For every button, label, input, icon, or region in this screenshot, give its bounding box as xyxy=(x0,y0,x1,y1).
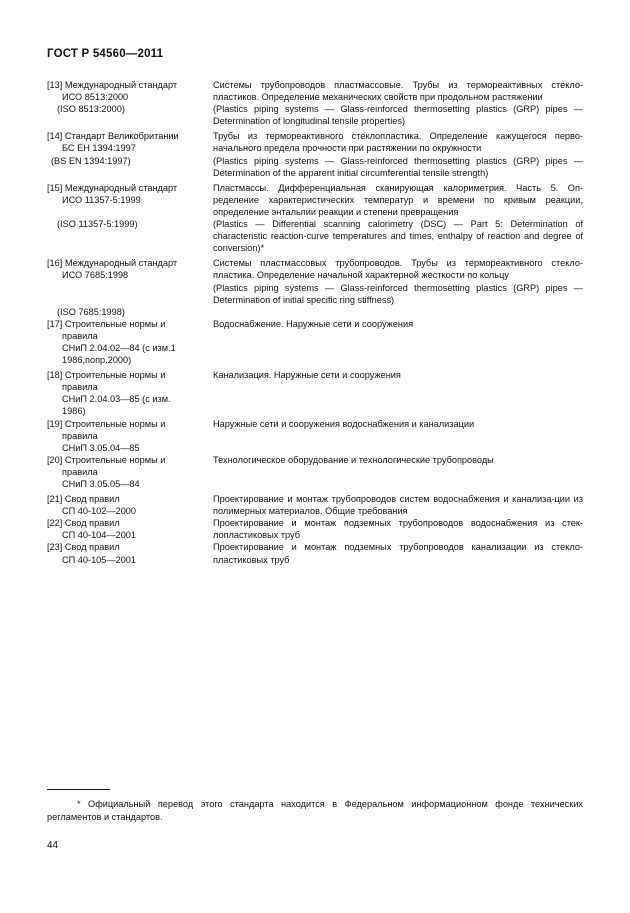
reference-code: БС ЕН 1394:1997 xyxy=(62,143,136,154)
reference-designation xyxy=(47,369,213,417)
reference-title-ru: Канализация. Наружные сети и сооружения xyxy=(213,370,401,381)
reference-title-ru: Проектирование и монтаж подземных трубопроводов канализации из стекло-пластиковых труб xyxy=(213,542,583,565)
reference-source-cont: правила xyxy=(62,382,98,393)
reference-designation xyxy=(47,541,213,565)
reference-item xyxy=(47,130,583,178)
reference-source: [16] Международный стандарт xyxy=(47,258,178,269)
reference-source: [17] Строительные нормы и xyxy=(47,318,166,329)
reference-title-en: (Plastics piping systems — Glass-reinforced thermosetting plastics (GRP) pipes — Determination of the apparent initial circumferential tensile strength) xyxy=(213,155,583,178)
reference-code-en: (ISO 11357-5:1999) xyxy=(57,219,138,230)
reference-source: [21] Свод правил xyxy=(47,494,120,505)
reference-title xyxy=(213,454,583,490)
reference-title-ru: Трубы из термореактивного стеклопластика. Определение кажущегося перво-начального предела прочности при растяжении по окружности xyxy=(213,131,583,154)
reference-title-en: (Plastics piping systems — Glass-reinforced thermosetting plastics (GRP) pipes — Determination of longitudinal tensile properties) xyxy=(213,104,583,127)
reference-source-cont: правила xyxy=(62,466,98,477)
reference-title-ru: Проектирование и монтаж подземных трубопроводов водоснабжения из стек-лопластиковых труб xyxy=(213,518,583,541)
reference-title-ru: Пластмассы. Дифференциальная сканирующая калориметрия. Часть 5. Оп-ределение характеристических температур и времени по кривым реакции, определение энтальпии реакции и степени превращения xyxy=(213,182,583,217)
document-header: ГОСТ Р 54560—2011 xyxy=(47,48,164,60)
reference-title-ru: Проектирование и монтаж трубопроводов систем водоснабжения и канализа-ции из полимерных материалов. Общие требования xyxy=(213,494,583,517)
page-number: 44 xyxy=(47,840,59,851)
reference-item xyxy=(47,493,583,517)
reference-item xyxy=(47,182,583,255)
reference-item xyxy=(47,541,583,565)
reference-item xyxy=(47,318,583,366)
reference-code: СП 40-102—2000 xyxy=(62,506,137,517)
reference-title xyxy=(213,130,583,178)
reference-title xyxy=(213,517,583,541)
reference-designation xyxy=(47,418,213,454)
reference-source-cont: правила xyxy=(62,330,98,341)
reference-source: [18] Строительные нормы и xyxy=(47,370,166,381)
reference-source: [22] Свод правил xyxy=(47,518,120,529)
reference-code-note: 1986,попр.2000) xyxy=(62,355,132,366)
reference-item xyxy=(47,369,583,417)
reference-code: СНиП 3.05.04—85 xyxy=(62,442,140,453)
reference-source: [20] Строительные нормы и xyxy=(47,454,166,465)
reference-item xyxy=(47,79,583,127)
reference-title-ru: Технологическое оборудование и технологические трубопроводы xyxy=(213,454,494,465)
reference-item xyxy=(47,454,583,490)
reference-code: ИСО 8513:2000 xyxy=(62,92,129,103)
reference-title xyxy=(213,418,583,454)
reference-code: СНиП 2.04.03—85 (с изм. xyxy=(62,394,171,405)
reference-designation xyxy=(47,182,213,255)
reference-title xyxy=(213,493,583,517)
reference-designation xyxy=(47,257,213,317)
reference-title xyxy=(213,257,583,317)
reference-title xyxy=(213,182,583,255)
reference-source: [23] Свод правил xyxy=(47,542,120,553)
reference-title-ru: Водоснабжение. Наружные сети и сооружения xyxy=(213,318,414,329)
reference-code: ИСО 7685:1998 xyxy=(62,270,129,281)
reference-item xyxy=(47,418,583,454)
footnote-divider xyxy=(47,789,110,790)
reference-designation xyxy=(47,130,213,178)
reference-title-ru: Наружные сети и сооружения водоснабжения и канализации xyxy=(213,418,475,429)
reference-title-en: (Plastics piping systems — Glass-reinforced thermosetting plastics (GRP) pipes — Determination of initial specific ring stiffness) xyxy=(213,282,583,305)
footnote xyxy=(47,798,583,824)
reference-code-en: (ISO 8513:2000) xyxy=(57,104,125,115)
reference-code-en: (BS EN 1394:1997) xyxy=(51,155,131,166)
reference-code: СНиП 2.04.02—84 (с изм.1 xyxy=(62,342,176,353)
reference-item xyxy=(47,257,583,317)
reference-source: [13] Международный стандарт xyxy=(47,80,178,90)
reference-designation xyxy=(47,79,213,127)
reference-code-en: (ISO 7685:1998) xyxy=(57,306,125,317)
reference-source: [15] Международный стандарт xyxy=(47,182,178,193)
reference-designation xyxy=(47,318,213,366)
reference-title xyxy=(213,369,583,417)
reference-list xyxy=(47,79,583,566)
reference-title xyxy=(213,541,583,565)
reference-title-en: (Plastics — Differential scanning calorimetry (DSC) — Part 5: Determination of characteristic reaction-curve temperatures and times, enthalpy of reaction and degree of conversion)* xyxy=(213,219,583,254)
reference-title xyxy=(213,318,583,366)
reference-designation xyxy=(47,493,213,517)
reference-code: СП 40-105—2001 xyxy=(62,554,137,565)
reference-code: СП 40-104—2001 xyxy=(62,530,137,541)
reference-designation xyxy=(47,517,213,541)
reference-item xyxy=(47,517,583,541)
reference-code-note: 1986) xyxy=(62,406,86,417)
reference-designation xyxy=(47,454,213,490)
reference-source-cont: правила xyxy=(62,430,98,441)
reference-title-ru: Системы трубопроводов пластмассовые. Трубы из термореактивных стекло-пластиков. Определение механических свойств при продольном растяжении xyxy=(213,80,583,103)
footnote-text: * Официальный перевод этого стандарта находится в Федеральном информационном фонде технических регламентов и стандартов. xyxy=(47,799,583,822)
reference-title-ru: Системы пластмассовых трубопроводов. Трубы из термореактивного стекло-пластика. Определение начальной характерной жесткости по кольцу xyxy=(213,258,583,281)
reference-code: СНиП 3.05.05—84 xyxy=(62,479,140,489)
reference-source: [14] Стандарт Великобритании xyxy=(47,131,179,142)
reference-title xyxy=(213,79,583,127)
reference-code: ИСО 11357-5:1999 xyxy=(62,194,141,205)
reference-source: [19] Строительные нормы и xyxy=(47,418,166,429)
